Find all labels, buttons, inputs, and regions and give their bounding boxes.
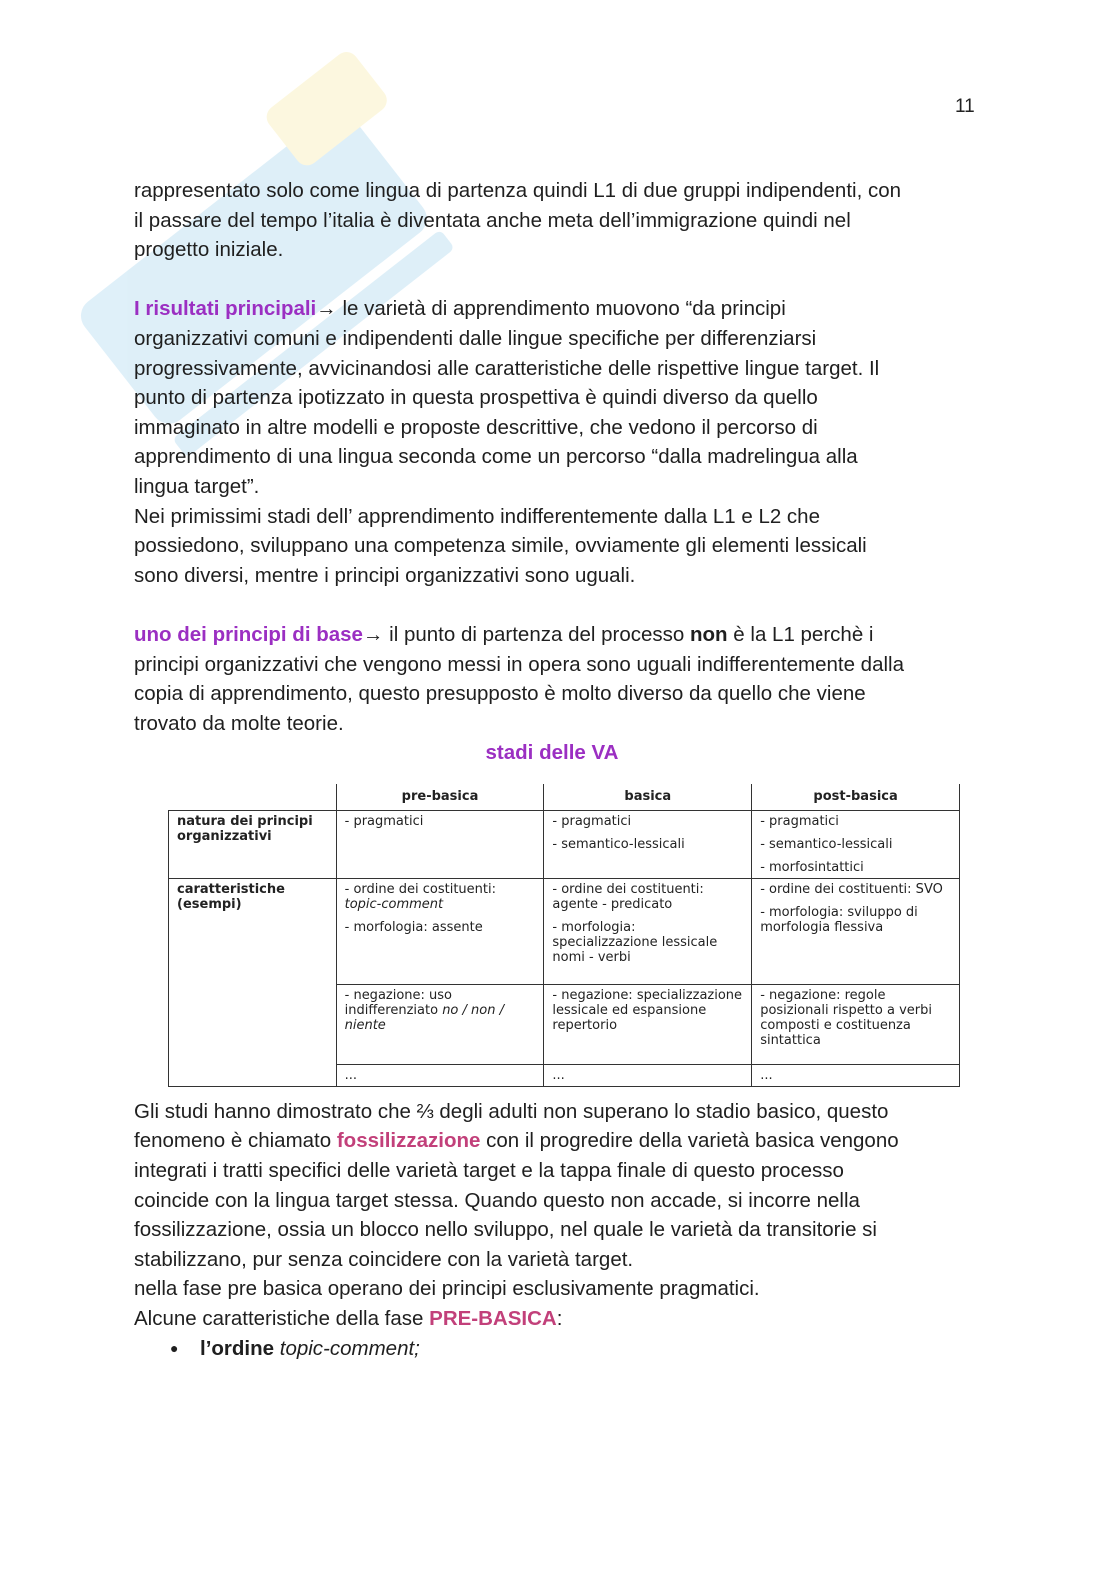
table-cell: - negazione: specializzazione lessicale ed espansione repertorio [544, 984, 752, 1064]
column-header: post-basica [752, 784, 960, 811]
table-cell: - ordine dei costituenti: agente - predicato - morfologia: specializzazione lessicale nomi - verbi [544, 878, 752, 984]
table-cell: ... [544, 1064, 752, 1086]
row-header: natura dei principi organizzativi [169, 810, 337, 878]
table-header-row [169, 784, 960, 811]
paragraph-4: Gli studi hanno dimostrato che ⅔ degli adulti non superano lo stadio basico, questo fenomeno è chiamato fossilizzazione con il progredire della varietà basica vengono integrati i tratti specifici delle varietà target e la tappa finale di questo processo coincide con la lingua target stessa. Quando questo non accade, si incorre nella fossilizzazione, ossia un blocco nello sviluppo, nel quale le varietà da transitorie si stabilizzano, pur senza coincidere con la varietà target. nella fase pre basica operano dei principi esclusivamente pragmatici. Alcune caratteristiche della fase PRE-BASICA: [134, 1099, 899, 1331]
paragraph-1: rappresentato solo come lingua di partenza quindi L1 di due gruppi indipendenti, con il passare del tempo l’italia è diventata anche meta dell’immigrazione quindi nel progetto iniziale. [134, 179, 902, 262]
section-heading-principi: uno dei principi di base [134, 622, 363, 646]
stages-table [168, 784, 960, 1087]
table-cell: - ordine dei costituenti: SVO - morfologia: sviluppo di morfologia flessiva [752, 878, 960, 984]
page-number: 11 [955, 96, 975, 117]
bullet-list [134, 1334, 984, 1364]
table-cell: - pragmatici - semantico-lessicali [544, 810, 752, 878]
table-cell: - pragmatici [336, 810, 544, 878]
section-heading-risultati: I risultati principali [134, 297, 317, 321]
table-cell: ... [336, 1064, 544, 1086]
row-header: caratteristiche (esempi) [169, 878, 337, 1086]
paragraph-3: uno dei principi di base→ il punto di partenza del processo non è la L1 perchè i principi organizzativi che vengono messi in opera sono uguali indifferentemente dalla copia di apprendimento, questo presupposto è molto diverso da quello che viene trovato da molte teorie. [134, 622, 904, 735]
table-cell: - pragmatici - semantico-lessicali - morfosintattici [752, 810, 960, 878]
table-row [169, 878, 960, 984]
list-item: ● l’ordine topic-comment; [134, 1334, 984, 1364]
table-cell: - negazione: uso indifferenziato no / non / niente [336, 984, 544, 1064]
table-cell: ... [752, 1064, 960, 1086]
table-cell: - ordine dei costituenti: topic-comment - morfologia: assente [336, 878, 544, 984]
table-title: stadi delle VA [485, 741, 619, 765]
term-fossilizzazione: fossilizzazione [336, 1129, 481, 1153]
term-pre-basica: PRE-BASICA [429, 1307, 557, 1331]
table-cell: - negazione: regole posizionali rispetto a verbi composti e costituenza sintattica [752, 984, 960, 1064]
column-header: pre-basica [336, 784, 544, 811]
paragraph-2: I risultati principali→ le varietà di apprendimento muovono “da principi organizzativi comuni e indipendenti dalle lingue specifiche per differenziarsi progressivamente, avvicinandosi alle caratteristiche delle rispettive lingue target. Il punto di partenza ipotizzato in questa prospettiva è quindi diverso da quello immaginato in altre modelli e proposte descrittive, che vedono il percorso di apprendimento di una lingua seconda come un percorso “dalla madrelingua alla lingua target”. Nei primissimi stadi dell’ apprendimento indifferentemente dalla L1 e L2 che possiedono, sviluppano una competenza simile, ovviamente gli elementi lessicali sono diversi, mentre i principi organizzativi sono uguali. [134, 297, 880, 587]
column-header: basica [544, 784, 752, 811]
table-row [169, 810, 960, 878]
document-body [134, 176, 984, 1363]
